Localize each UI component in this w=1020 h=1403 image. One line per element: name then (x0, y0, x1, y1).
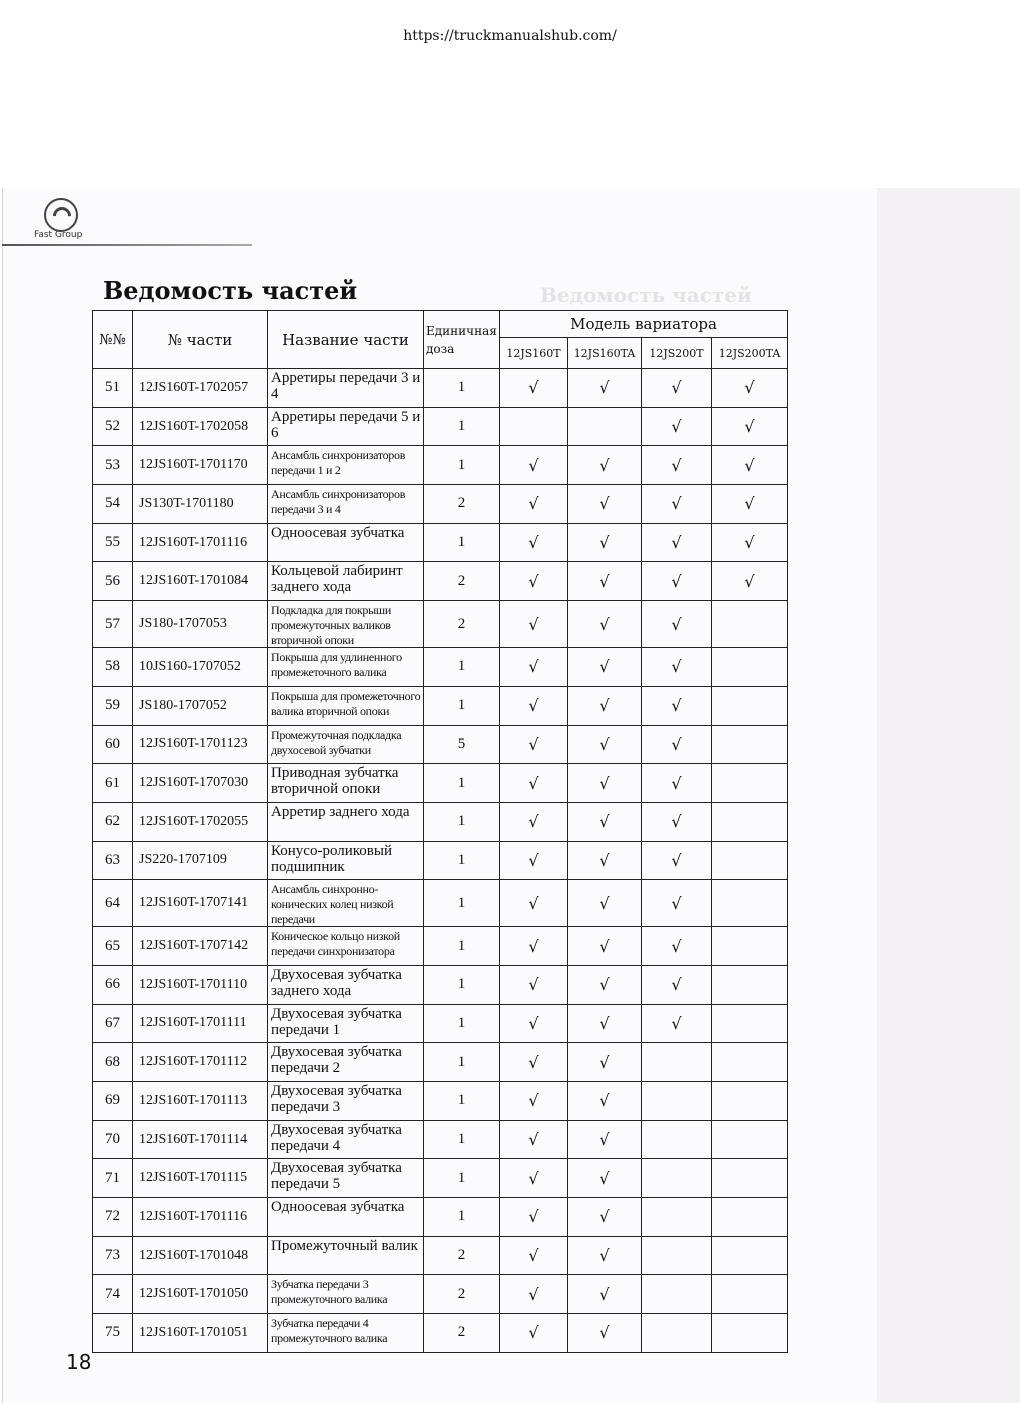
part-number: 12JS160T-1707030 (133, 764, 268, 803)
part-number: 12JS160T-1702055 (133, 802, 268, 841)
model-3-check: √ (642, 686, 712, 725)
unit-dose: 2 (424, 1314, 500, 1353)
row-number: 58 (93, 648, 133, 687)
table-row (93, 446, 788, 485)
part-name (268, 802, 424, 841)
model-4-check (712, 802, 788, 841)
model-3-check: √ (642, 802, 712, 841)
table-row (93, 880, 788, 927)
part-name-text: Зубчатка передачи 4 промежуточного валика (271, 1316, 388, 1346)
header-part-number: № части (133, 311, 268, 369)
part-name (268, 1198, 424, 1237)
part-number: 12JS160T-1701050 (133, 1275, 268, 1314)
unit-dose: 1 (424, 407, 500, 446)
model-4-check (712, 1236, 788, 1275)
model-3-check: √ (642, 965, 712, 1004)
part-name-text: Двухосевая зубчатка заднего хода (271, 966, 402, 999)
unit-dose: 1 (424, 523, 500, 562)
model-1-check (500, 407, 568, 446)
table-row (93, 1275, 788, 1314)
model-2-check: √ (568, 1120, 642, 1159)
model-4-check (712, 1004, 788, 1043)
model-2-check: √ (568, 523, 642, 562)
table-row (93, 1043, 788, 1082)
model-3-check: √ (642, 725, 712, 764)
unit-dose: 2 (424, 562, 500, 601)
unit-dose: 1 (424, 648, 500, 687)
model-2-check: √ (568, 686, 642, 725)
part-name-text: Промежуточный валик (271, 1237, 418, 1254)
part-number: 12JS160T-1701115 (133, 1159, 268, 1198)
table-row (93, 1004, 788, 1043)
row-number: 59 (93, 686, 133, 725)
unit-dose: 5 (424, 725, 500, 764)
part-name-text: Одноосевая зубчатка (271, 524, 405, 541)
row-number: 63 (93, 841, 133, 880)
model-2-check: √ (568, 802, 642, 841)
model-4-check: √ (712, 523, 788, 562)
part-name-text: Ансамбль синхронно-конических колец низкой передачи (271, 882, 394, 927)
row-number: 71 (93, 1159, 133, 1198)
row-number: 62 (93, 802, 133, 841)
model-3-check: √ (642, 485, 712, 524)
part-number: 12JS160T-1701084 (133, 562, 268, 601)
header-rule (2, 244, 252, 246)
model-1-check: √ (500, 1275, 568, 1314)
model-3-check: √ (642, 369, 712, 408)
table-row (93, 802, 788, 841)
model-2-check: √ (568, 1082, 642, 1121)
part-name (268, 725, 424, 764)
row-number: 52 (93, 407, 133, 446)
unit-dose: 1 (424, 1198, 500, 1237)
model-3-check (642, 1275, 712, 1314)
part-number: 12JS160T-1701170 (133, 446, 268, 485)
part-name-text: Двухосевая зубчатка передачи 4 (271, 1121, 402, 1154)
part-number: 12JS160T-1707142 (133, 927, 268, 966)
model-2-check (568, 407, 642, 446)
part-name (268, 1120, 424, 1159)
table-row (93, 1198, 788, 1237)
model-4-check (712, 1314, 788, 1353)
unit-dose: 2 (424, 1236, 500, 1275)
table-row (93, 1159, 788, 1198)
model-3-check: √ (642, 648, 712, 687)
model-3-check (642, 1159, 712, 1198)
row-number: 74 (93, 1275, 133, 1314)
model-1-check: √ (500, 1198, 568, 1237)
model-1-check: √ (500, 1082, 568, 1121)
unit-dose: 1 (424, 1043, 500, 1082)
model-2-check: √ (568, 1159, 642, 1198)
model-1-check: √ (500, 880, 568, 927)
model-1-check: √ (500, 965, 568, 1004)
model-3-check: √ (642, 601, 712, 648)
model-2-check: √ (568, 1043, 642, 1082)
model-1-check: √ (500, 1120, 568, 1159)
part-name-text: Ансамбль синхронизаторов передачи 1 и 2 (271, 448, 406, 478)
model-4-check (712, 841, 788, 880)
part-name (268, 841, 424, 880)
model-4-check (712, 601, 788, 648)
model-2-check: √ (568, 562, 642, 601)
model-3-check: √ (642, 927, 712, 966)
model-4-check (712, 686, 788, 725)
model-4-check (712, 880, 788, 927)
model-2-check: √ (568, 1236, 642, 1275)
part-number: JS180-1707052 (133, 686, 268, 725)
row-number: 64 (93, 880, 133, 927)
model-4-check (712, 1198, 788, 1237)
row-number: 67 (93, 1004, 133, 1043)
model-4-check (712, 1120, 788, 1159)
unit-dose: 2 (424, 601, 500, 648)
header-model-1: 12JS160T (500, 338, 568, 369)
part-name (268, 1004, 424, 1043)
part-name (268, 407, 424, 446)
part-number: 12JS160T-1701112 (133, 1043, 268, 1082)
part-name (268, 523, 424, 562)
model-4-check (712, 1082, 788, 1121)
part-name-text: Приводная зубчатка вторичной опоки (271, 765, 399, 798)
part-name-text: Арретир заднего хода (271, 803, 410, 820)
model-2-check: √ (568, 601, 642, 648)
model-1-check: √ (500, 446, 568, 485)
model-3-check: √ (642, 562, 712, 601)
part-name (268, 446, 424, 485)
header-model-3: 12JS200T (642, 338, 712, 369)
model-3-check: √ (642, 1004, 712, 1043)
row-number: 61 (93, 764, 133, 803)
source-url: https://truckmanualshub.com/ (403, 28, 617, 44)
model-3-check (642, 1043, 712, 1082)
part-number: 12JS160T-1701111 (133, 1004, 268, 1043)
row-number: 51 (93, 369, 133, 408)
model-1-check: √ (500, 601, 568, 648)
table-row (93, 725, 788, 764)
part-name (268, 686, 424, 725)
model-1-check: √ (500, 562, 568, 601)
part-number: 12JS160T-1702057 (133, 369, 268, 408)
table-row (93, 764, 788, 803)
page-title: Ведомость частей (103, 276, 358, 305)
model-1-check: √ (500, 927, 568, 966)
part-name (268, 1043, 424, 1082)
parts-table (92, 310, 788, 1353)
model-1-check: √ (500, 523, 568, 562)
unit-dose: 2 (424, 485, 500, 524)
part-name-text: Одноосевая зубчатка (271, 1199, 405, 1216)
table-row (93, 686, 788, 725)
part-number: 12JS160T-1701051 (133, 1314, 268, 1353)
table-row (93, 841, 788, 880)
model-1-check: √ (500, 686, 568, 725)
unit-dose: 1 (424, 1159, 500, 1198)
table-row (93, 369, 788, 408)
model-4-check (712, 1159, 788, 1198)
model-1-check: √ (500, 369, 568, 408)
unit-dose: 1 (424, 369, 500, 408)
part-name-text: Двухосевая зубчатка передачи 2 (271, 1044, 402, 1077)
model-2-check: √ (568, 1275, 642, 1314)
part-number: 12JS160T-1701110 (133, 965, 268, 1004)
part-name (268, 1314, 424, 1353)
part-name-text: Коническое кольцо низкой передачи синхронизатора (271, 929, 400, 959)
model-1-check: √ (500, 1236, 568, 1275)
model-2-check: √ (568, 841, 642, 880)
model-2-check: √ (568, 880, 642, 927)
model-3-check (642, 1314, 712, 1353)
table-row (93, 523, 788, 562)
row-number: 65 (93, 927, 133, 966)
part-name (268, 369, 424, 408)
unit-dose: 1 (424, 802, 500, 841)
model-4-check (712, 725, 788, 764)
part-name (268, 927, 424, 966)
row-number: 56 (93, 562, 133, 601)
table-row (93, 485, 788, 524)
part-number: 12JS160T-1702058 (133, 407, 268, 446)
part-number: JS220-1707109 (133, 841, 268, 880)
table-row (93, 965, 788, 1004)
header-model-4: 12JS200TA (712, 338, 788, 369)
part-name-text: Ансамбль синхронизаторов передачи 3 и 4 (271, 487, 406, 517)
model-4-check: √ (712, 446, 788, 485)
model-2-check: √ (568, 965, 642, 1004)
part-name (268, 1159, 424, 1198)
part-name-text: Зубчатка передачи 3 промежуточного валика (271, 1277, 388, 1307)
table-row (93, 648, 788, 687)
table-row (93, 562, 788, 601)
fast-group-logo-icon (44, 198, 78, 232)
unit-dose: 1 (424, 686, 500, 725)
part-number: 12JS160T-1701048 (133, 1236, 268, 1275)
model-1-check: √ (500, 802, 568, 841)
model-1-check: √ (500, 485, 568, 524)
model-3-check: √ (642, 841, 712, 880)
model-3-check: √ (642, 446, 712, 485)
part-name (268, 562, 424, 601)
brand-name: Fast Group (34, 230, 83, 240)
table-row (93, 1236, 788, 1275)
model-1-check: √ (500, 1004, 568, 1043)
model-2-check: √ (568, 369, 642, 408)
header-number: №№ (93, 311, 133, 369)
unit-dose: 1 (424, 927, 500, 966)
row-number: 66 (93, 965, 133, 1004)
part-name (268, 1082, 424, 1121)
model-1-check: √ (500, 841, 568, 880)
model-3-check: √ (642, 764, 712, 803)
part-name-text: Арретиры передачи 5 и 6 (271, 408, 421, 441)
part-name (268, 880, 424, 927)
table-row (93, 407, 788, 446)
row-number: 54 (93, 485, 133, 524)
unit-dose: 1 (424, 764, 500, 803)
unit-dose: 1 (424, 446, 500, 485)
unit-dose: 2 (424, 1275, 500, 1314)
model-4-check: √ (712, 407, 788, 446)
parts-table-body (93, 369, 788, 1353)
model-4-check: √ (712, 485, 788, 524)
model-3-check: √ (642, 880, 712, 927)
model-4-check (712, 1275, 788, 1314)
part-name (268, 648, 424, 687)
row-number: 53 (93, 446, 133, 485)
header-part-name: Название части (268, 311, 424, 369)
header-unit-dose: Единичная доза (424, 311, 500, 369)
part-number: 10JS160-1707052 (133, 648, 268, 687)
part-number: 12JS160T-1701116 (133, 523, 268, 562)
row-number: 69 (93, 1082, 133, 1121)
part-name-text: Арретиры передачи 3 и 4 (271, 370, 421, 402)
part-name (268, 1236, 424, 1275)
part-name (268, 601, 424, 648)
model-1-check: √ (500, 725, 568, 764)
model-4-check (712, 648, 788, 687)
model-2-check: √ (568, 446, 642, 485)
model-2-check: √ (568, 725, 642, 764)
part-number: JS130T-1701180 (133, 485, 268, 524)
part-number: 12JS160T-1707141 (133, 880, 268, 927)
row-number: 70 (93, 1120, 133, 1159)
row-number: 60 (93, 725, 133, 764)
unit-dose: 1 (424, 1082, 500, 1121)
table-row (93, 1314, 788, 1353)
part-name-text: Двухосевая зубчатка передачи 1 (271, 1005, 402, 1038)
row-number: 73 (93, 1236, 133, 1275)
part-name-text: Двухосевая зубчатка передачи 5 (271, 1160, 402, 1193)
model-2-check: √ (568, 648, 642, 687)
table-row (93, 927, 788, 966)
model-1-check: √ (500, 1159, 568, 1198)
part-number: 12JS160T-1701113 (133, 1082, 268, 1121)
row-number: 57 (93, 601, 133, 648)
row-number: 75 (93, 1314, 133, 1353)
part-number: JS180-1707053 (133, 601, 268, 648)
part-name (268, 485, 424, 524)
model-3-check: √ (642, 523, 712, 562)
header-model-2: 12JS160TA (568, 338, 642, 369)
model-2-check: √ (568, 1004, 642, 1043)
part-name-text: Конусо-роликовый подшипник (271, 842, 392, 875)
part-name (268, 965, 424, 1004)
model-1-check: √ (500, 648, 568, 687)
model-2-check: √ (568, 485, 642, 524)
model-1-check: √ (500, 1043, 568, 1082)
unit-dose: 1 (424, 880, 500, 927)
bleed-through-title: Ведомость частей (540, 283, 752, 307)
model-4-check: √ (712, 369, 788, 408)
page-edge-shadow (877, 188, 1020, 1403)
part-name-text: Покрыша для удлиненного промежеточного валика (271, 650, 402, 680)
row-number: 55 (93, 523, 133, 562)
model-2-check: √ (568, 764, 642, 803)
part-name (268, 764, 424, 803)
table-row (93, 1082, 788, 1121)
model-2-check: √ (568, 1314, 642, 1353)
part-name-text: Промежуточная подкладка двухосевой зубчатки (271, 727, 402, 757)
part-number: 12JS160T-1701116 (133, 1198, 268, 1237)
model-2-check: √ (568, 927, 642, 966)
unit-dose: 1 (424, 1120, 500, 1159)
model-1-check: √ (500, 1314, 568, 1353)
model-1-check: √ (500, 764, 568, 803)
row-number: 68 (93, 1043, 133, 1082)
table-row (93, 1120, 788, 1159)
part-name-text: Двухосевая зубчатка передачи 3 (271, 1083, 402, 1115)
model-4-check (712, 927, 788, 966)
model-4-check (712, 764, 788, 803)
model-3-check (642, 1082, 712, 1121)
part-name-text: Подкладка для покрыши промежуточных валиков вторичной опоки (271, 603, 391, 648)
model-2-check: √ (568, 1198, 642, 1237)
page-number: 18 (66, 1350, 92, 1374)
model-4-check: √ (712, 562, 788, 601)
row-number: 72 (93, 1198, 133, 1237)
part-number: 12JS160T-1701123 (133, 725, 268, 764)
model-3-check (642, 1198, 712, 1237)
header-model: Модель вариатора (500, 311, 788, 338)
model-3-check (642, 1120, 712, 1159)
unit-dose: 1 (424, 1004, 500, 1043)
model-3-check: √ (642, 407, 712, 446)
table-row (93, 601, 788, 648)
unit-dose: 1 (424, 965, 500, 1004)
part-name (268, 1275, 424, 1314)
part-name-text: Покрыша для промежеточного валика вторичной опоки (271, 688, 421, 718)
model-4-check (712, 965, 788, 1004)
model-3-check (642, 1236, 712, 1275)
model-4-check (712, 1043, 788, 1082)
unit-dose: 1 (424, 841, 500, 880)
part-name-text: Кольцевой лабиринт заднего хода (271, 563, 403, 596)
part-number: 12JS160T-1701114 (133, 1120, 268, 1159)
